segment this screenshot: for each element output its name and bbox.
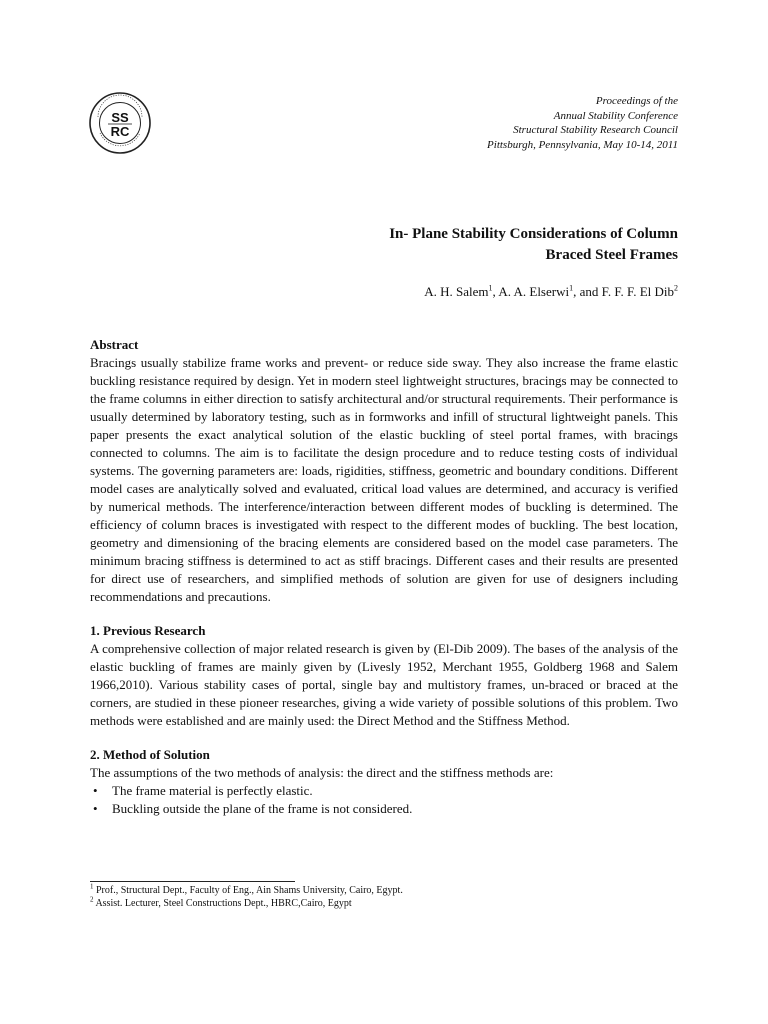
bullet-icon: • <box>93 801 98 816</box>
footnote-mark: 2 <box>90 895 94 904</box>
proceedings-header <box>318 94 678 152</box>
author-name: A. A. Elserwi <box>498 284 570 299</box>
title-line-2: Braced Steel Frames <box>545 247 678 263</box>
bullet-icon: • <box>93 783 98 798</box>
list-item-text: The frame material is perfectly elastic. <box>112 783 313 798</box>
footnote-rule <box>90 881 295 882</box>
footnote-text: Assist. Lecturer, Steel Constructions Dept., HBRC,Cairo, Egypt <box>93 898 352 909</box>
list-item <box>90 782 678 800</box>
section-2-intro: The assumptions of the two methods of analysis: the direct and the stiffness methods are: <box>90 765 554 780</box>
paper-title <box>258 224 678 266</box>
footnotes <box>90 884 678 910</box>
abstract-text: Bracings usually stabilize frame works and prevent- or reduce side sway. They also increase the frame elastic buckling resistance required by design. Yet in modern steel lightweight structures, bracings may be connected to the frame columns in either direction to satisfy architectural and/or structural requirements. Their performance is usually determined by laboratory testing, such as in formworks and infill of structural lightweight panels. This paper presents the exact analytical solution of the elastic buckling of steel portal frames, with bracings connected to columns. The aim is to facilitate the design procedure and to reduce testing costs of individual systems. The governing parameters are: loads, rigidities, stiffness, geometric and boundary conditions. Different model cases are analytically solved and evaluated, critical load values are determined, and accuracy is verified by numerical methods. The interference/interaction between different modes of buckling is determined. The efficiency of column braces is investigated with respect to the different modes of buckling. The best location, geometry and dimensioning of the bracing elements are considered based on the model case parameters. The minimum bracing stiffness is determined to act as stiff bracings. Different cases and their results are presented for direct use of researchers, and simplified methods of solution are given for use of designers including recommendations and precautions. <box>90 355 678 604</box>
author-affiliation-mark: 2 <box>674 283 678 293</box>
author-separator: , and <box>573 284 602 299</box>
section-2-heading: 2. Method of Solution <box>90 747 210 762</box>
footnote-1 <box>90 884 678 897</box>
author-separator: , <box>492 284 499 299</box>
author-name: F. F. F. El Dib <box>601 284 674 299</box>
proceedings-line: Pittsburgh, Pennsylvania, May 10-14, 2011 <box>487 138 678 151</box>
logo-letters-bottom: RC <box>110 124 130 139</box>
abstract-heading: Abstract <box>90 337 139 352</box>
footnote-2 <box>90 897 678 910</box>
author-name: A. H. Salem <box>424 284 489 299</box>
ssrc-seal-icon <box>88 91 152 155</box>
proceedings-line: Structural Stability Research Council <box>513 124 678 136</box>
footnote-text: Prof., Structural Dept., Faculty of Eng., Ain Shams University, Cairo, Egypt. <box>93 885 403 896</box>
ssrc-logo <box>88 91 152 155</box>
footnote-mark: 1 <box>90 882 94 891</box>
section-1-heading: 1. Previous Research <box>90 623 206 638</box>
section-1-text: A comprehensive collection of major related research is given by (El-Dib 2009). The bases of the analysis of the elastic buckling of frames are mainly given by (Livesly 1952, Merchant 1955, Goldberg 1968 and Salem 1966,2010). Various stability cases of portal, single bay and multistory frames, un-braced or braced at the corners, are studied in these pioneer researches, giving a wide variety of possible solutions of this problem. Two methods were established and are mainly used: the Direct Method and the Stiffness Method. <box>90 641 678 728</box>
author-line <box>258 283 678 301</box>
logo-letters-top: SS <box>111 110 129 125</box>
list-item-text: Buckling outside the plane of the frame is not considered. <box>112 801 413 816</box>
author-affiliation-mark: 1 <box>569 283 574 293</box>
proceedings-line: Proceedings of the <box>595 95 678 107</box>
assumptions-list <box>90 782 678 818</box>
author-affiliation-mark: 1 <box>488 283 493 293</box>
list-item <box>90 800 678 818</box>
paper-body <box>90 336 678 818</box>
title-line-1: In- Plane Stability Considerations of Column <box>389 226 678 242</box>
proceedings-line: Annual Stability Conference <box>553 109 678 122</box>
